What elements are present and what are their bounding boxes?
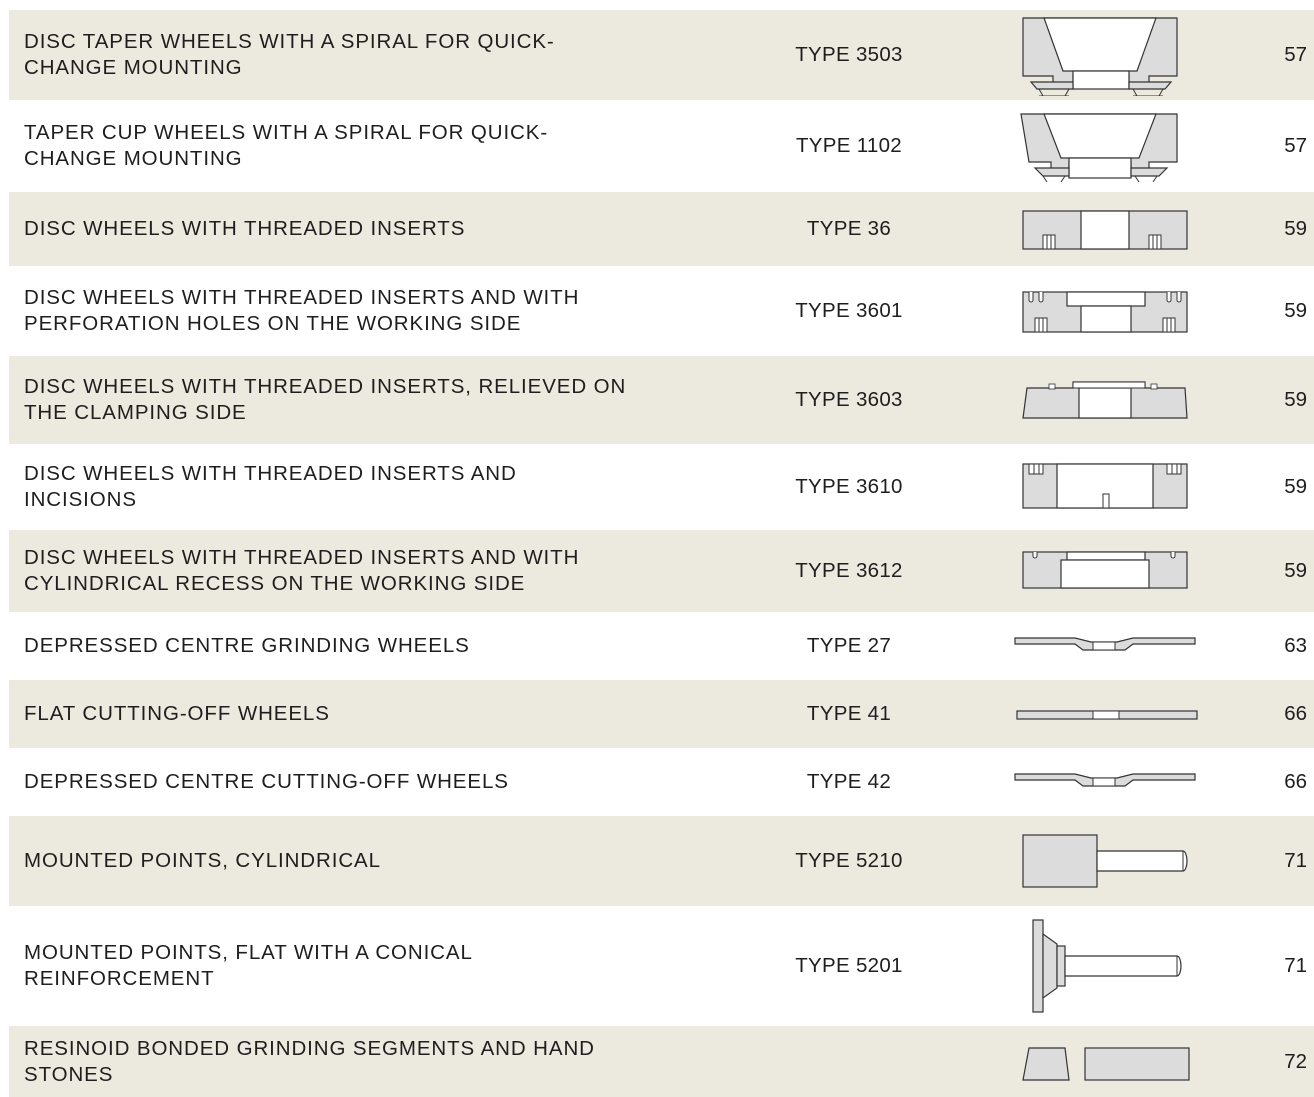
table-row — [9, 748, 1314, 816]
page-number: 59 — [1284, 299, 1307, 322]
table-row — [9, 612, 1314, 680]
page-number: 59 — [1284, 475, 1307, 498]
table-row — [9, 356, 1314, 444]
product-type: TYPE 42 — [806, 770, 892, 793]
product-description: DEPRESSED CENTRE GRINDING WHEELS — [24, 634, 470, 657]
product-type: TYPE 3603 — [795, 388, 903, 411]
product-description: DISC WHEELS WITH THREADED INSERTS AND WITH PERFORATION HOLES ON THE WORKING SIDE — [24, 286, 580, 335]
page-number: 71 — [1284, 954, 1307, 977]
type-41-diagram — [999, 709, 1199, 721]
product-description: MOUNTED POINTS, FLAT WITH A CONICAL REINFORCEMENT — [24, 941, 473, 990]
product-type: TYPE 3503 — [795, 43, 903, 66]
page-number: 72 — [1284, 1049, 1307, 1073]
type-5201-diagram — [999, 918, 1199, 1014]
table-row — [9, 816, 1314, 906]
product-type: TYPE 41 — [806, 702, 892, 725]
product-type: TYPE 3612 — [795, 559, 903, 582]
page-number: 57 — [1284, 134, 1307, 157]
product-description: RESINOID BONDED GRINDING SEGMENTS AND HAND STONES — [24, 1036, 595, 1086]
page-number: 59 — [1284, 388, 1307, 411]
product-description: DISC WHEELS WITH THREADED INSERTS — [24, 217, 466, 240]
type-3612-diagram — [999, 550, 1199, 590]
product-type: TYPE 3601 — [795, 299, 903, 322]
product-type: TYPE 27 — [806, 634, 892, 657]
page-number: 66 — [1284, 702, 1307, 725]
type-27-diagram — [999, 636, 1199, 654]
table-row — [9, 1026, 1314, 1097]
segments-and-stones-diagram — [999, 1046, 1199, 1082]
product-description: DISC WHEELS WITH THREADED INSERTS AND INCISIONS — [24, 462, 517, 511]
table-row — [9, 192, 1314, 266]
page-number: 57 — [1284, 43, 1307, 66]
table-row — [9, 530, 1314, 612]
product-description: DISC WHEELS WITH THREADED INSERTS AND WITH CYLINDRICAL RECESS ON THE WORKING SIDE — [24, 546, 580, 595]
table-row — [9, 10, 1314, 100]
product-description: TAPER CUP WHEELS WITH A SPIRAL FOR QUICK- CHANGE MOUNTING — [24, 121, 549, 170]
page-number: 66 — [1284, 770, 1307, 793]
page-number: 59 — [1284, 217, 1307, 240]
table-row — [9, 266, 1314, 356]
type-3601-diagram — [999, 290, 1199, 334]
table-row — [9, 444, 1314, 530]
type-5210-diagram — [999, 833, 1199, 889]
product-description: DISC WHEELS WITH THREADED INSERTS, RELIEVED ON THE CLAMPING SIDE — [24, 375, 627, 424]
product-description: DEPRESSED CENTRE CUTTING-OFF WHEELS — [24, 770, 509, 793]
product-type: TYPE 5201 — [795, 954, 903, 977]
product-type: TYPE 3610 — [795, 475, 903, 498]
product-description: FLAT CUTTING-OFF WHEELS — [24, 702, 330, 725]
table-row — [9, 906, 1314, 1026]
type-36-diagram — [999, 209, 1199, 251]
product-type: TYPE 5210 — [795, 849, 903, 872]
product-type: TYPE 1102 — [795, 134, 903, 157]
product-description: MOUNTED POINTS, CYLINDRICAL — [24, 849, 381, 872]
product-type: TYPE 36 — [806, 217, 892, 240]
product-description: DISC TAPER WHEELS WITH A SPIRAL FOR QUICK- CHANGE MOUNTING — [24, 30, 555, 79]
table-row — [9, 680, 1314, 748]
type-3603-diagram — [999, 380, 1199, 420]
type-3503-diagram — [999, 16, 1199, 96]
type-1102-diagram — [999, 112, 1199, 182]
page-number: 71 — [1284, 849, 1307, 872]
page-number: 59 — [1284, 559, 1307, 582]
table-row — [9, 100, 1314, 192]
type-3610-diagram — [999, 462, 1199, 510]
type-42-diagram — [999, 772, 1199, 790]
page-number: 63 — [1284, 634, 1307, 657]
